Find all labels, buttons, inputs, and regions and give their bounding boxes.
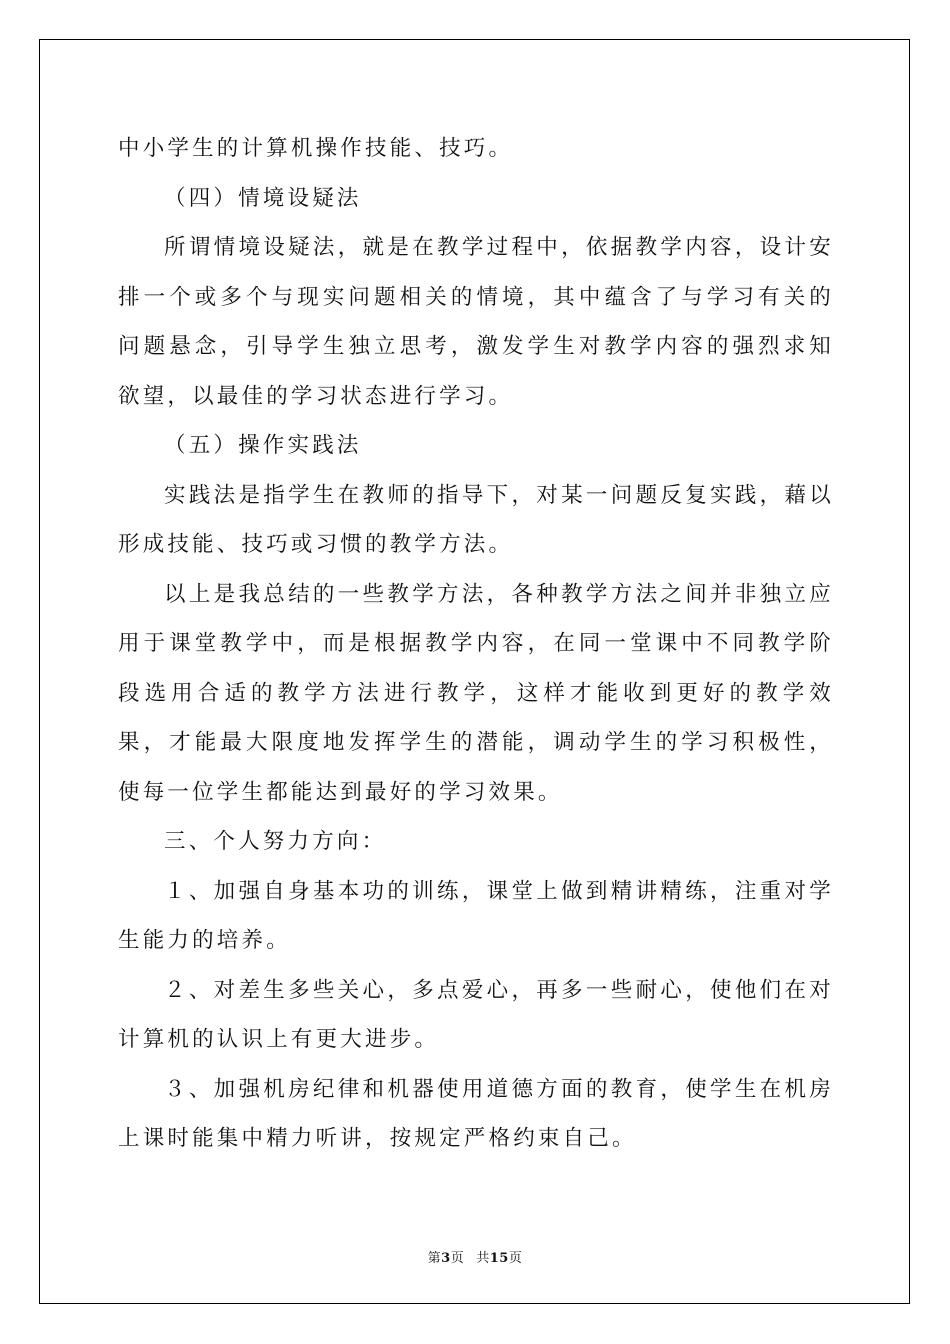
paragraph-7: 三、个人努力方向：	[164, 829, 387, 854]
footer-page-number: 3	[441, 1251, 451, 1266]
footer-prefix: 第	[427, 1251, 442, 1266]
paragraph-2: （四）情境设疑法	[164, 185, 362, 211]
paragraph-8: １、加强自身基本功的训练，课堂上做到精讲精练，注重对学生能力的培养。	[118, 878, 834, 953]
footer-total-prefix: 共	[476, 1251, 490, 1266]
paragraph-1: 中小学生的计算机操作技能、技巧。	[118, 136, 514, 161]
page-footer	[0, 1247, 950, 1266]
paragraph-3: 所谓情境设疑法，就是在教学过程中，依据教学内容，设计安排一个或多个与现实问题相关的情境，其中蕴含了与学习有关的问题悬念，引导学生独立思考，激发学生对教学内容的强烈求知欲望，以最佳的学习状态进行学习。	[118, 235, 834, 409]
paragraph-5: 实践法是指学生在教师的指导下，对某一问题反复实践，藉以形成技能、技巧或习惯的教学方法。	[118, 482, 834, 557]
footer-total-suffix: 页	[508, 1251, 523, 1266]
paragraph-4: （五）操作实践法	[164, 433, 362, 458]
footer-page-suffix: 页	[450, 1251, 465, 1266]
paragraph-9: ２、对差生多些关心，多点爱心，再多一些耐心，使他们在对计算机的认识上有更大进步。	[118, 977, 834, 1052]
footer-total-pages: 15	[489, 1251, 509, 1266]
body-text	[118, 124, 834, 1164]
paragraph-6: 以上是我总结的一些教学方法，各种教学方法之间并非独立应用于课堂教学中，而是根据教学内容，在同一堂课中不同教学阶段选用合适的教学方法进行教学，这样才能收到更好的教学效果，才能最大限度地发挥学生的潜能，调动学生的学习积极性，使每一位学生都能达到最好的学习效果。	[118, 581, 834, 805]
paragraph-10: ３、加强机房纪律和机器使用道德方面的教育，使学生在机房上课时能集中精力听讲，按规定严格约束自己。	[118, 1076, 834, 1151]
